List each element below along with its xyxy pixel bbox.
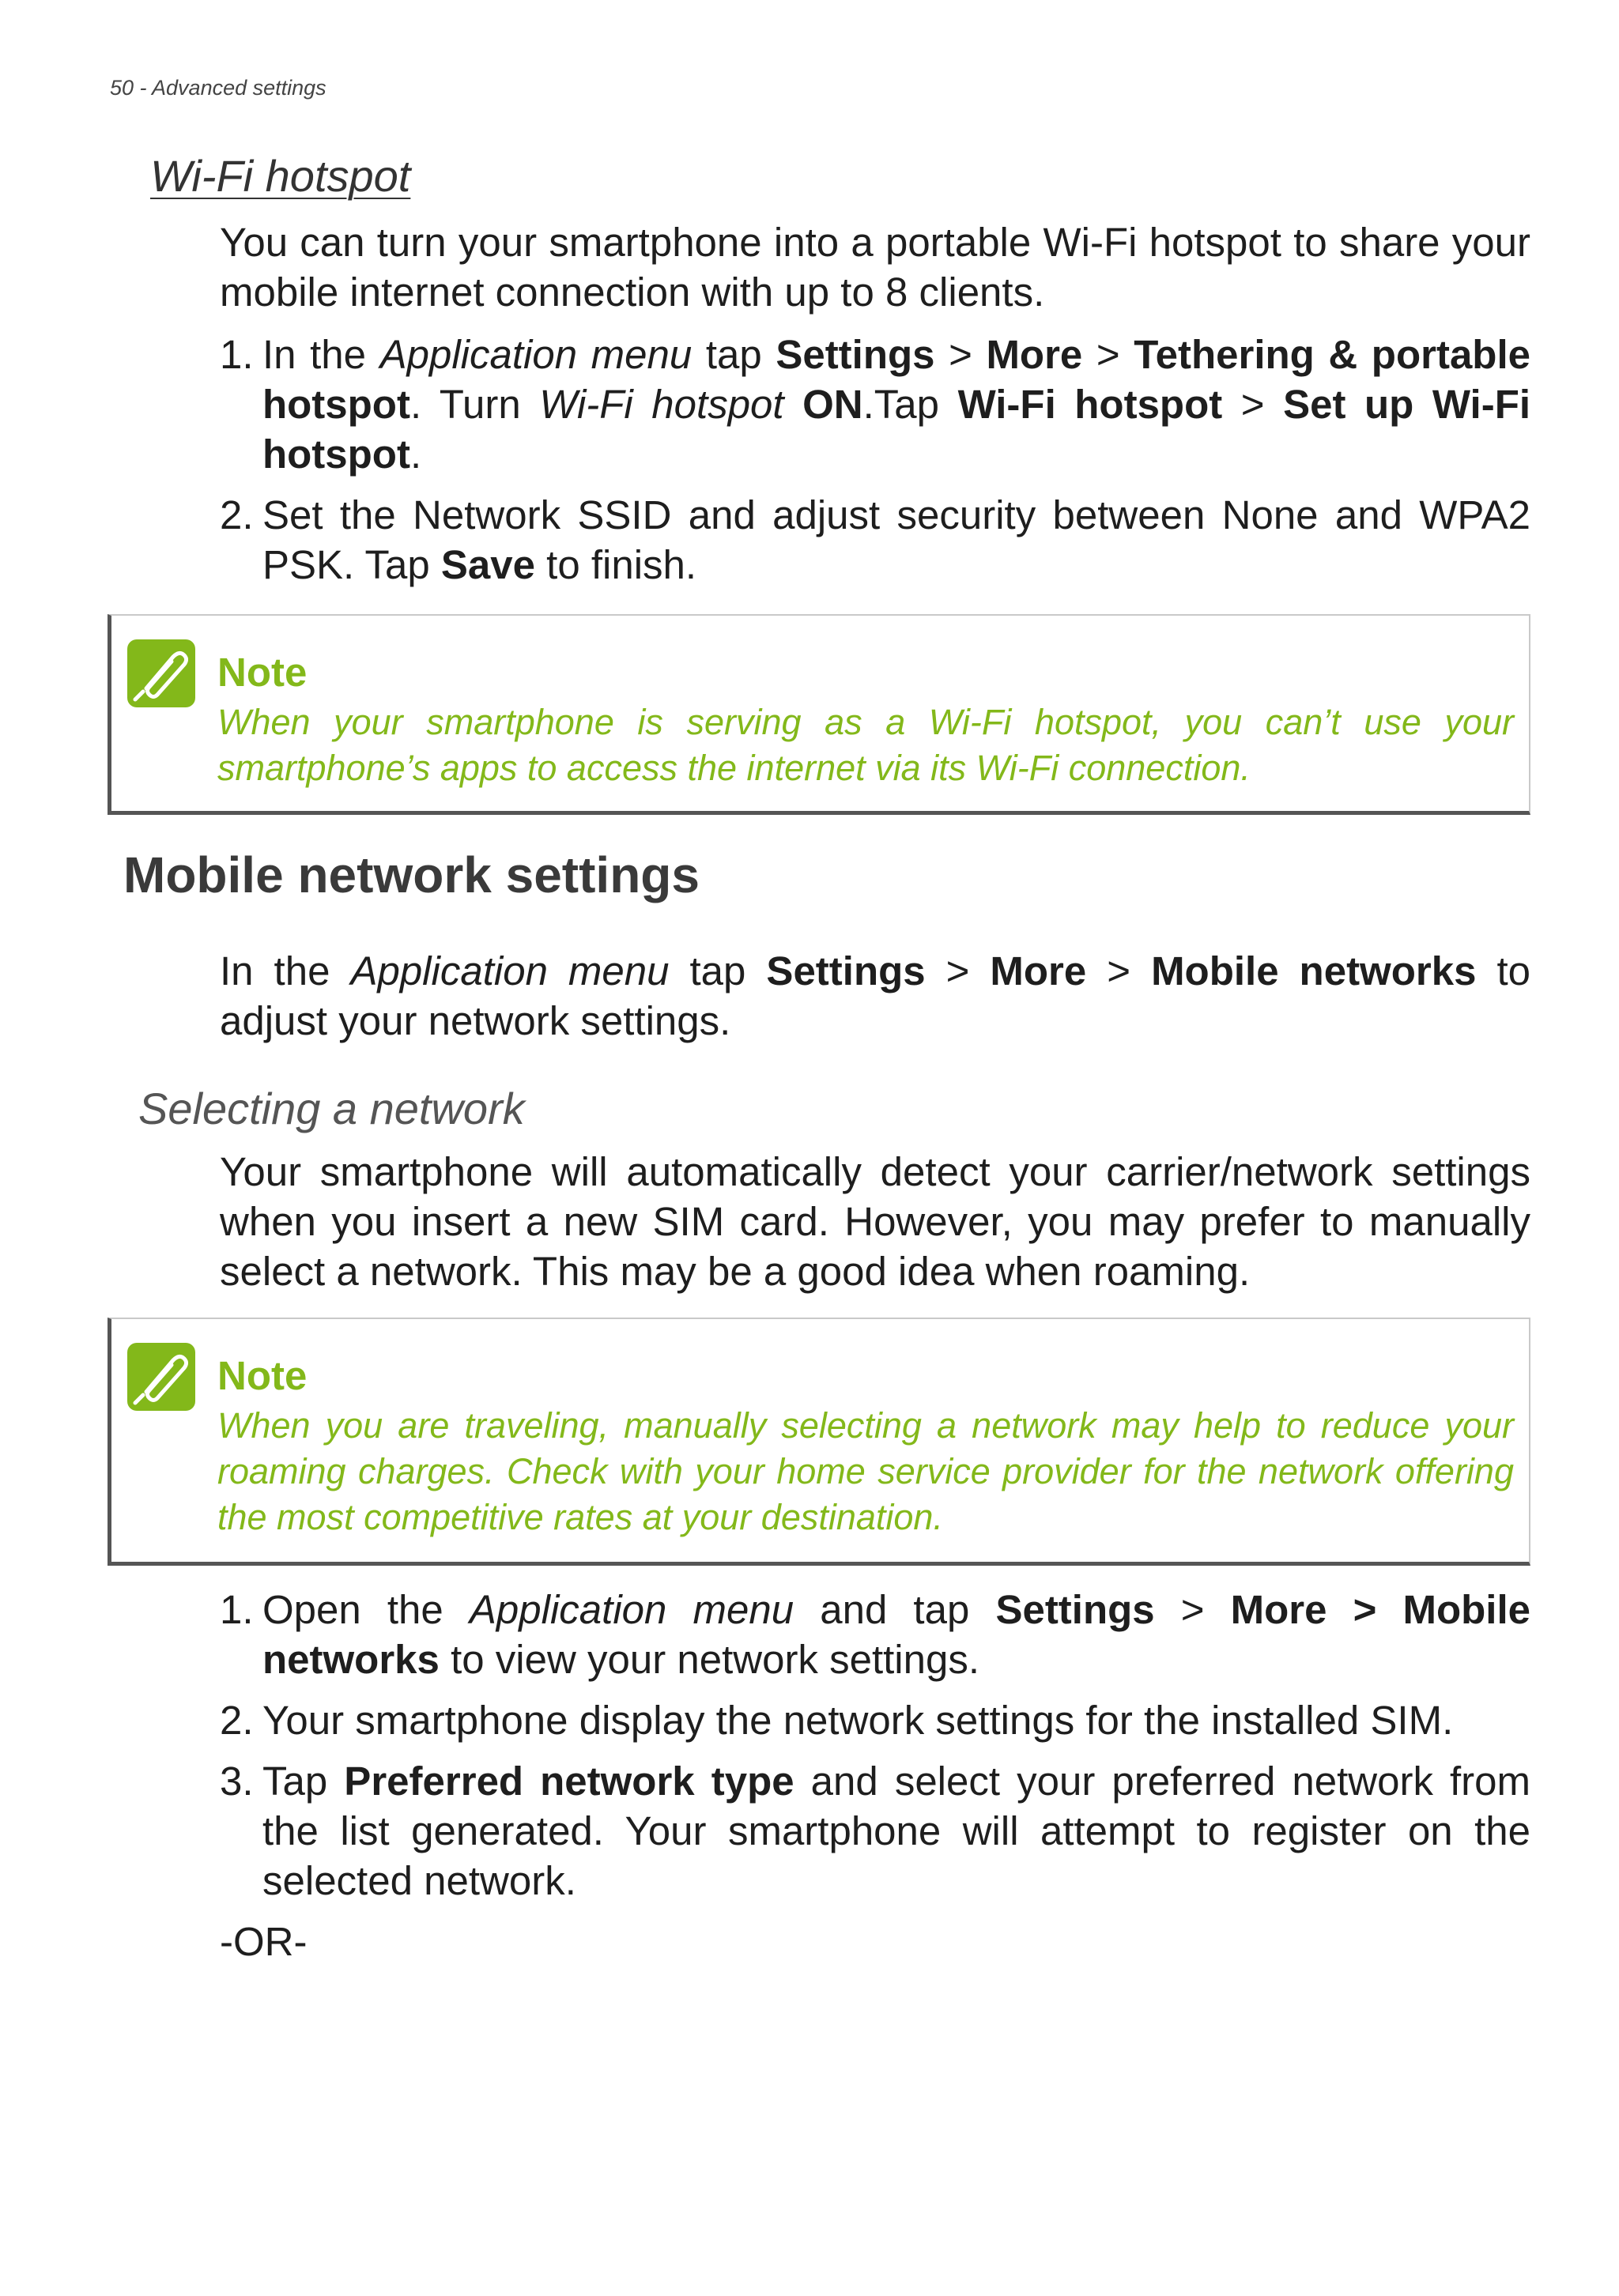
- step-text: [262, 1695, 1530, 1745]
- selecting-intro: Your smartphone will automatically detect your carrier/network settings when you insert a new SIM card. However, you may prefer to manually select a network. This may be a good idea when roaming.: [220, 1149, 1530, 1294]
- bold-text: More: [990, 948, 1087, 993]
- bold-text: More > Mobile networks: [262, 1587, 1531, 1682]
- mobile-intro: [220, 946, 1530, 1046]
- text-run: .Tap: [862, 382, 958, 427]
- bold-text: Mobile networks: [1151, 948, 1477, 993]
- text-run: >: [934, 332, 987, 377]
- text-run: >: [1154, 1587, 1231, 1632]
- text-run: to view your network settings.: [439, 1637, 980, 1682]
- bold-text: Settings: [766, 948, 926, 993]
- text-run: >: [1086, 948, 1152, 993]
- text-run: to adjust your network settings.: [220, 948, 1530, 1043]
- text-run: Your smartphone display the network settings for the installed SIM.: [262, 1698, 1454, 1743]
- text-run: In the: [262, 332, 380, 377]
- note-box-roaming: [108, 1318, 1530, 1566]
- text-run: Tap: [262, 1759, 345, 1804]
- step-text: [262, 330, 1530, 479]
- italic-text: Application menu: [469, 1587, 794, 1632]
- note-text: When you are traveling, manually selecting a network may help to reduce your roaming charges. Check with your home service provider for the network offering the most competitive rates at your destination.: [217, 1405, 1514, 1537]
- italic-text: Application menu: [350, 948, 670, 993]
- wifi-intro: You can turn your smartphone into a portable Wi-Fi hotspot to share your mobile internet connection with up to 8 clients.: [220, 220, 1530, 315]
- text-run: .: [409, 432, 422, 477]
- wifi-steps: [220, 330, 1530, 590]
- italic-text: Application menu: [379, 332, 693, 377]
- text-run: Set the Network SSID and adjust security between None and WPA2 PSK. Tap: [262, 492, 1530, 587]
- text-run: >: [1222, 382, 1284, 427]
- step-number: 2.: [220, 492, 254, 537]
- bold-text: More: [986, 332, 1083, 377]
- text-run: tap: [669, 948, 767, 993]
- wifi-hotspot-heading: Wi-Fi hotspot: [150, 151, 411, 201]
- italic-text: Wi-Fi hotspot: [539, 382, 784, 427]
- text-run: and select your preferred network from the list generated. Your smartphone will attempt to register on the selected network.: [262, 1759, 1531, 1903]
- text-run: to finish.: [534, 542, 697, 587]
- paperclip-icon: [127, 1343, 195, 1411]
- step-text: [262, 490, 1530, 590]
- network-step-2: [220, 1695, 1530, 1745]
- text-run: >: [1082, 332, 1134, 377]
- text-run: Open the: [262, 1587, 470, 1632]
- text-run: >: [925, 948, 991, 993]
- step-text: [262, 1585, 1530, 1684]
- paperclip-icon: [127, 639, 195, 707]
- text-run: tap: [692, 332, 776, 377]
- bold-text: Set up Wi-Fi hotspot: [262, 382, 1531, 477]
- note-box-hotspot: [108, 614, 1530, 815]
- network-step-3: [220, 1756, 1530, 1906]
- bold-text: ON: [802, 382, 863, 427]
- text-run: [784, 382, 803, 427]
- note-title: Note: [217, 1353, 308, 1398]
- or-separator: -OR-: [220, 1919, 308, 1964]
- step-text: [262, 1756, 1530, 1906]
- step-number: 2.: [220, 1698, 254, 1743]
- text-run: . Turn: [409, 382, 540, 427]
- bold-text: Tethering & portable hotspot: [262, 332, 1530, 427]
- network-step-1: [220, 1585, 1530, 1684]
- bold-text: Save: [440, 542, 535, 587]
- mobile-network-heading: Mobile network settings: [123, 846, 700, 903]
- step-number: 1.: [220, 1587, 254, 1632]
- bold-text: Settings: [995, 1587, 1155, 1632]
- network-steps: [220, 1585, 1530, 1966]
- selecting-network-heading: Selecting a network: [138, 1084, 525, 1133]
- bold-text: Preferred network type: [344, 1759, 794, 1804]
- text-run: In the: [220, 948, 351, 993]
- step-number: 3.: [220, 1759, 254, 1804]
- wifi-step-1: [220, 330, 1530, 479]
- wifi-step-2: [220, 490, 1530, 590]
- page-header: 50 - Advanced settings: [110, 76, 326, 100]
- bold-text: Settings: [776, 332, 935, 377]
- note-text: When your smartphone is serving as a Wi-Fi hotspot, you can’t use your smartphone’s apps to access the internet via its Wi-Fi connection.: [217, 702, 1514, 788]
- step-number: 1.: [220, 332, 254, 377]
- bold-text: Wi-Fi hotspot: [957, 382, 1223, 427]
- note-title: Note: [217, 650, 308, 695]
- text-run: and tap: [794, 1587, 996, 1632]
